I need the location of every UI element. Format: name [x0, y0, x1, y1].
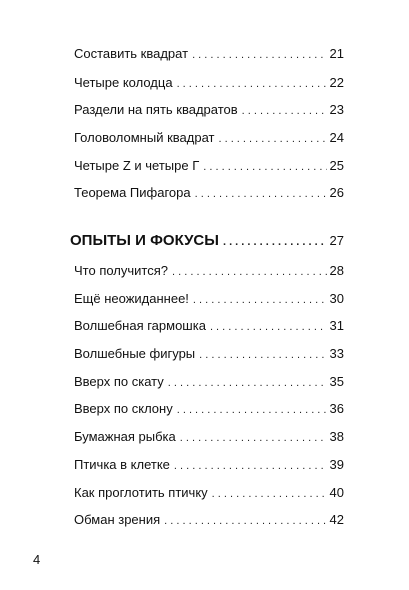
dot-leader [195, 185, 327, 203]
toc-entry-page: 35 [329, 374, 344, 389]
dot-leader [180, 429, 327, 447]
dot-leader [223, 233, 327, 251]
toc-entry [74, 511, 344, 529]
dot-leader [172, 263, 327, 281]
toc-entry-page: 42 [329, 512, 344, 527]
toc-entry [74, 74, 344, 92]
toc-entry [74, 45, 344, 63]
toc-entry [74, 290, 344, 308]
toc-entry [74, 317, 344, 335]
dot-leader [168, 374, 327, 392]
toc-entry-title: Как проглотить птичку [74, 485, 208, 500]
dot-leader [218, 130, 326, 148]
toc-entry [74, 184, 344, 202]
toc-entry [74, 157, 344, 175]
dot-leader [192, 46, 326, 64]
toc-entry [74, 345, 344, 363]
toc-entry-title: Теорема Пифагора [74, 185, 191, 200]
toc-entry-title: Четыре колодца [74, 75, 173, 90]
toc-entry-page: 22 [329, 75, 344, 90]
dot-leader [199, 346, 326, 364]
toc-entry-title: Волшебные фигуры [74, 346, 196, 361]
toc-entry-page: 23 [329, 102, 344, 117]
toc-entry-page: 36 [329, 401, 344, 416]
toc-section-heading [70, 232, 344, 250]
toc-entry-title: Волшебная гармошка [74, 318, 206, 333]
toc-entry-title: Вверх по скату [74, 374, 164, 389]
toc-entry-page: 26 [329, 185, 344, 200]
toc-entry-page: 25 [329, 158, 344, 173]
toc-entry-page: 24 [329, 130, 344, 145]
dot-leader [193, 291, 327, 309]
toc-entry-title: Птичка в клетке [74, 457, 170, 472]
toc-entry-page: 33 [329, 346, 344, 361]
toc-entry-page: 39 [329, 457, 344, 472]
toc-entry-page: 30 [329, 291, 344, 306]
toc-entry-title: Раздели на пять квадратов [74, 102, 238, 117]
toc-entry [74, 400, 344, 418]
toc-entry-page: 40 [329, 485, 344, 500]
toc-entry [74, 129, 344, 147]
dot-leader [177, 401, 327, 419]
toc-entry [74, 428, 344, 446]
section-title: ОПЫТЫ И ФОКУСЫ [70, 232, 219, 249]
toc-entry [74, 373, 344, 391]
toc-entry [74, 262, 344, 280]
toc-entry-page: 31 [329, 318, 344, 333]
toc-entry-title: Составить квадрат [74, 46, 189, 61]
toc-entry-page: 38 [329, 429, 344, 444]
toc-entry-title: Вверх по склону [74, 401, 173, 416]
toc-entry-title: Бумажная рыбка [74, 429, 176, 444]
dot-leader [210, 318, 327, 336]
toc-entry-title: Четыре Z и четыре Г [74, 158, 200, 173]
toc-entry-title: Что получится? [74, 263, 168, 278]
section-page: 27 [329, 233, 344, 248]
dot-leader [242, 102, 327, 120]
toc-entry-title: Ещё неожиданнее! [74, 291, 189, 306]
dot-leader [212, 485, 327, 503]
dot-leader [177, 75, 327, 93]
toc-entry [74, 101, 344, 119]
toc-entry-page: 28 [329, 263, 344, 278]
toc-entry-title: Головоломный квадрат [74, 130, 215, 145]
toc-entry-page: 21 [329, 46, 344, 61]
dot-leader [164, 512, 326, 530]
page-number: 4 [33, 552, 41, 567]
toc-entry [74, 484, 344, 502]
dot-leader [174, 457, 327, 475]
toc-entry-title: Обман зрения [74, 512, 161, 527]
dot-leader [203, 158, 326, 176]
toc-entry [74, 456, 344, 474]
